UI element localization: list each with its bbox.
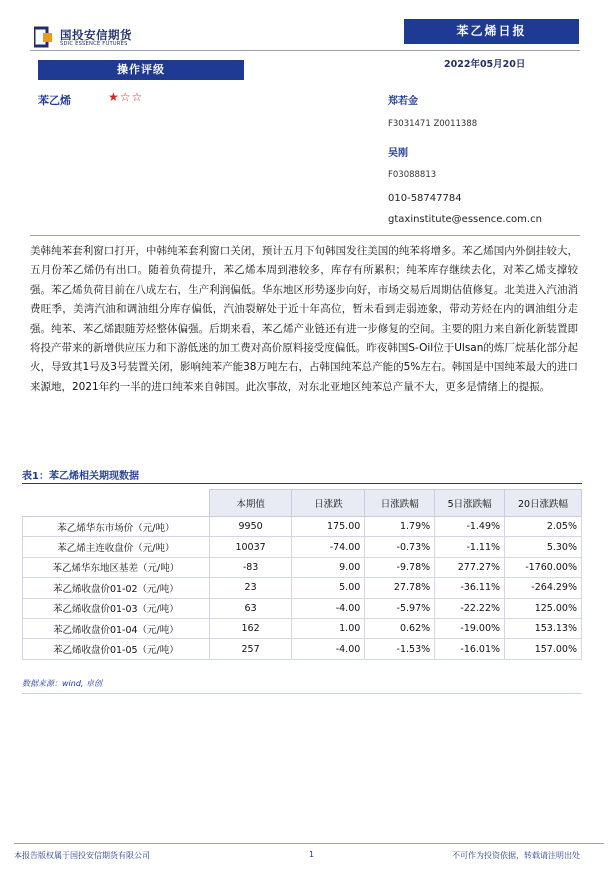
- table-cell: -1.11%: [435, 537, 505, 557]
- table-cell: -0.73%: [365, 537, 435, 557]
- table-cell: -19.00%: [435, 618, 505, 638]
- analyst-name-1: 郑若金: [388, 96, 418, 107]
- table-cell: 9.00: [292, 557, 365, 577]
- header-divider: [30, 50, 580, 51]
- table-cell: 5.00: [292, 578, 365, 598]
- table-cell: 175.00: [292, 517, 365, 537]
- table-cell: -1.49%: [435, 517, 505, 537]
- table-header: 5日涨跌幅: [435, 490, 505, 517]
- table-cell: -1.53%: [365, 639, 435, 659]
- table-cell: 5.30%: [505, 537, 582, 557]
- analyst-name-2: 吴刚: [388, 148, 408, 159]
- footer-divider: [14, 843, 604, 844]
- row-label: 苯乙烯华东地区基差（元/吨）: [23, 557, 210, 577]
- product-name: 苯乙烯: [38, 94, 71, 107]
- table-cell: 153.13%: [505, 618, 582, 638]
- row-label: 苯乙烯华东市场价（元/吨）: [23, 517, 210, 537]
- table-cell: 63: [209, 598, 292, 618]
- table-header: 本期值: [209, 490, 292, 517]
- table-cell: 27.78%: [365, 578, 435, 598]
- table-row: [23, 618, 582, 638]
- table-cell: -83: [209, 557, 292, 577]
- table-cell: 257: [209, 639, 292, 659]
- data-source: 数据来源：wind, 卓创: [22, 679, 102, 688]
- table-header: 日涨跌幅: [365, 490, 435, 517]
- table-cell: -74.00: [292, 537, 365, 557]
- table-header-row: [23, 490, 582, 517]
- table-row: [23, 639, 582, 659]
- rating-stars-icon: ★☆☆: [108, 90, 144, 104]
- table-row: [23, 557, 582, 577]
- table-cell: 277.27%: [435, 557, 505, 577]
- table-cell: -22.22%: [435, 598, 505, 618]
- table-row: [23, 598, 582, 618]
- rating-banner: 操作评级: [38, 60, 244, 80]
- report-type-banner: 苯乙烯日报: [404, 19, 579, 44]
- table-cell: -264.29%: [505, 578, 582, 598]
- table-row: [23, 578, 582, 598]
- table-cell: 10037: [209, 537, 292, 557]
- commentary-paragraph: 美韩纯苯套利窗口打开，中韩纯苯套利窗口关闭，预计五月下旬韩国发往美国的纯苯将增多。苯乙烯国内外倒挂较大，五月份苯乙烯仍有出口。随着负荷提升，苯乙烯本周到港较多，库存有所累积；纯苯库存继续去化，对苯乙烯支撑较强。苯乙烯负荷目前在八成左右，生产利润偏低。华东地区形势逐步向好，市场交易后周期估值修复。北美进入汽油消费旺季，美湾汽油和调油组分库存偏低，汽油裂解处于近十年高位，暂未看到走弱迹象，带动芳烃在内的调油组分走强。纯苯、苯乙烯跟随芳烃整体偏强。后期来看，苯乙烯产业链还有进一步修复的空间。主要的阻力来自新化新装置即将投产带来的新增供应压力和下游低迷的加工费对高价原料接受度偏低。昨夜韩国S-Oil位于Ulsan的炼厂烷基化部分起火，导致其1号及3号装置关闭，影响纯苯产能38万吨左右，占韩国纯苯总产能的5%左右。韩国是中国纯苯最大的进口来源地，2021年约一半的进口纯苯来自韩国。此次事故，对东北亚地区纯苯总产量不大，更多是情绪上的提振。: [30, 245, 578, 393]
- table-cell: 23: [209, 578, 292, 598]
- report-date: 2022年05月20日: [444, 59, 526, 70]
- table-cell: 1.79%: [365, 517, 435, 537]
- table-cell: -5.97%: [365, 598, 435, 618]
- contact-phone: 010-58747784: [388, 193, 462, 204]
- company-name-cn: 国投安信期货: [60, 28, 132, 42]
- source-divider: [22, 693, 582, 694]
- analyst-id-2: F03088813: [388, 170, 437, 180]
- table-cell: 157.00%: [505, 639, 582, 659]
- table-cell: -16.01%: [435, 639, 505, 659]
- table-cell: 2.05%: [505, 517, 582, 537]
- company-name-en: SDIC ESSENCE FUTURES: [60, 41, 128, 47]
- table-cell: 9950: [209, 517, 292, 537]
- table-cell: 1.00: [292, 618, 365, 638]
- table-cell: -9.78%: [365, 557, 435, 577]
- table-title-divider: [22, 483, 582, 484]
- logo-mark-icon: [34, 26, 52, 48]
- table-header: 日涨跌: [292, 490, 365, 517]
- table-header: 20日涨跌幅: [505, 490, 582, 517]
- contact-email[interactable]: gtaxinstitute@essence.com.cn: [388, 214, 542, 225]
- analyst-id-1: F3031471 Z0011388: [388, 119, 478, 129]
- footer-disclaimer: 不可作为投资依据，转载请注明出处: [452, 851, 580, 860]
- table-cell: -1760.00%: [505, 557, 582, 577]
- row-label: 苯乙烯主连收盘价（元/吨）: [23, 537, 210, 557]
- table-cell: 0.62%: [365, 618, 435, 638]
- page-number: 1: [309, 850, 315, 859]
- row-label: 苯乙烯收盘价01-05（元/吨）: [23, 639, 210, 659]
- table-title: 表1：苯乙烯相关期现数据: [22, 471, 139, 482]
- table-header-blank: [23, 490, 210, 517]
- section-divider: [30, 235, 580, 236]
- table-row: [23, 517, 582, 537]
- footer-copyright: 本报告版权属于国投安信期货有限公司: [14, 851, 150, 860]
- table-cell: -4.00: [292, 598, 365, 618]
- futures-spot-table: [22, 489, 582, 660]
- company-logo: [34, 26, 144, 50]
- table-cell: 162: [209, 618, 292, 638]
- table-row: [23, 537, 582, 557]
- row-label: 苯乙烯收盘价01-03（元/吨）: [23, 598, 210, 618]
- row-label: 苯乙烯收盘价01-02（元/吨）: [23, 578, 210, 598]
- table-cell: -4.00: [292, 639, 365, 659]
- table-cell: -36.11%: [435, 578, 505, 598]
- row-label: 苯乙烯收盘价01-04（元/吨）: [23, 618, 210, 638]
- table-cell: 125.00%: [505, 598, 582, 618]
